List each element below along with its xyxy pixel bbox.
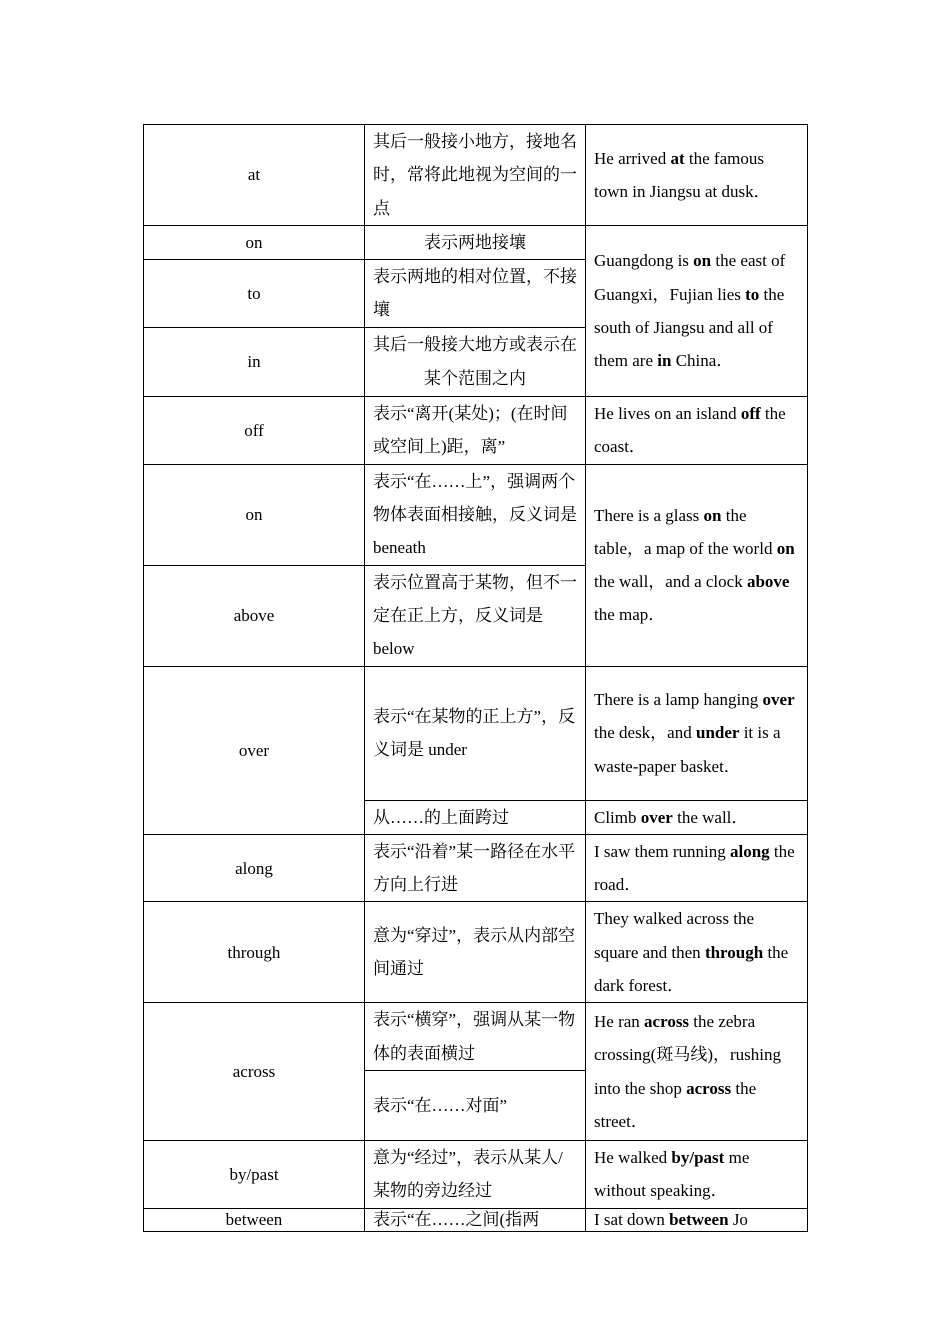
keyword-bold: off xyxy=(740,403,761,423)
desc-cell: 表示“在……之间(指两 xyxy=(365,1208,586,1231)
keyword-bold: to xyxy=(745,284,760,304)
desc-cell: 表示“沿着”某一路径在水平方向上行进 xyxy=(365,834,586,902)
table-row xyxy=(144,902,808,1003)
desc-cell: 表示“在……对面” xyxy=(365,1070,586,1140)
keyword-bold: at xyxy=(670,148,685,168)
example-cell: He walked by/past me without speaking． xyxy=(586,1140,808,1208)
table-row xyxy=(144,125,808,226)
desc-cell: 表示“横穿”，强调从某一物体的表面横过 xyxy=(365,1003,586,1071)
preposition-table xyxy=(143,124,808,1232)
desc-cell: 表示“在……上”，强调两个物体表面相接触，反义词是 beneath xyxy=(365,464,586,565)
keyword-bold: by/past xyxy=(671,1147,725,1167)
keyword-bold: over xyxy=(640,807,673,827)
prep-cell: above xyxy=(144,565,365,666)
keyword-bold: on xyxy=(776,538,795,558)
desc-cell: 表示两地接壤 xyxy=(365,225,586,259)
table-row xyxy=(144,1003,808,1071)
table-row xyxy=(144,396,808,464)
keyword-bold: over xyxy=(762,690,795,710)
prep-cell: to xyxy=(144,260,365,328)
prep-cell: over xyxy=(144,666,365,834)
example-cell: There is a lamp hanging over the desk，and under it is a waste-paper basket． xyxy=(586,666,808,800)
example-cell: They walked across the square and then through the dark forest． xyxy=(586,902,808,1003)
example-cell: I saw them running along the road． xyxy=(586,834,808,902)
keyword-bold: on xyxy=(693,251,712,271)
prep-cell: by/past xyxy=(144,1140,365,1208)
desc-cell: 其后一般接大地方或表示在某个范围之内 xyxy=(365,327,586,396)
keyword-bold: between xyxy=(669,1209,729,1229)
example-cell: He ran across the zebra crossing(斑马线)，rushing into the shop across the street． xyxy=(586,1003,808,1141)
desc-cell: 表示两地的相对位置，不接壤 xyxy=(365,260,586,328)
keyword-bold: in xyxy=(657,351,672,371)
table-row xyxy=(144,834,808,902)
table-row xyxy=(144,666,808,800)
desc-cell: 表示位置高于某物，但不一定在正上方，反义词是 below xyxy=(365,565,586,666)
table-row xyxy=(144,225,808,259)
keyword-bold: under xyxy=(695,723,740,743)
example-cell: Guangdong is on the east of Guangxi，Fujian lies to the south of Jiangsu and all of them are in China． xyxy=(586,225,808,396)
keyword-bold: along xyxy=(729,841,770,861)
prep-cell: on xyxy=(144,225,365,259)
table-row xyxy=(144,464,808,565)
prep-cell: off xyxy=(144,396,365,464)
desc-cell: 表示“离开(某处)；(在时间或空间上)距，离” xyxy=(365,396,586,464)
keyword-bold: across xyxy=(644,1012,690,1032)
keyword-bold: across xyxy=(686,1078,732,1098)
example-cell: There is a glass on the table，a map of the world on the wall，and a clock above the map． xyxy=(586,464,808,666)
keyword-bold: above xyxy=(746,572,790,592)
prep-cell: between xyxy=(144,1208,365,1231)
example-cell: I sat down between Jo xyxy=(586,1208,808,1231)
prep-cell: on xyxy=(144,464,365,565)
table-row xyxy=(144,1140,808,1208)
keyword-bold: on xyxy=(703,505,722,525)
prep-cell: at xyxy=(144,125,365,226)
table-row xyxy=(144,1208,808,1231)
desc-cell: 意为“经过”，表示从某人/某物的旁边经过 xyxy=(365,1140,586,1208)
prep-cell: in xyxy=(144,327,365,396)
example-cell: He lives on an island off the coast． xyxy=(586,396,808,464)
desc-cell: 其后一般接小地方，接地名时，常将此地视为空间的一点 xyxy=(365,125,586,226)
desc-cell: 从……的上面跨过 xyxy=(365,800,586,834)
desc-cell: 意为“穿过”，表示从内部空间通过 xyxy=(365,902,586,1003)
example-cell: Climb over the wall． xyxy=(586,800,808,834)
keyword-bold: through xyxy=(704,942,764,962)
prep-cell: through xyxy=(144,902,365,1003)
prep-cell: along xyxy=(144,834,365,902)
prep-cell: across xyxy=(144,1003,365,1141)
desc-cell: 表示“在某物的正上方”，反义词是 under xyxy=(365,666,586,800)
example-cell: He arrived at the famous town in Jiangsu at dusk． xyxy=(586,125,808,226)
